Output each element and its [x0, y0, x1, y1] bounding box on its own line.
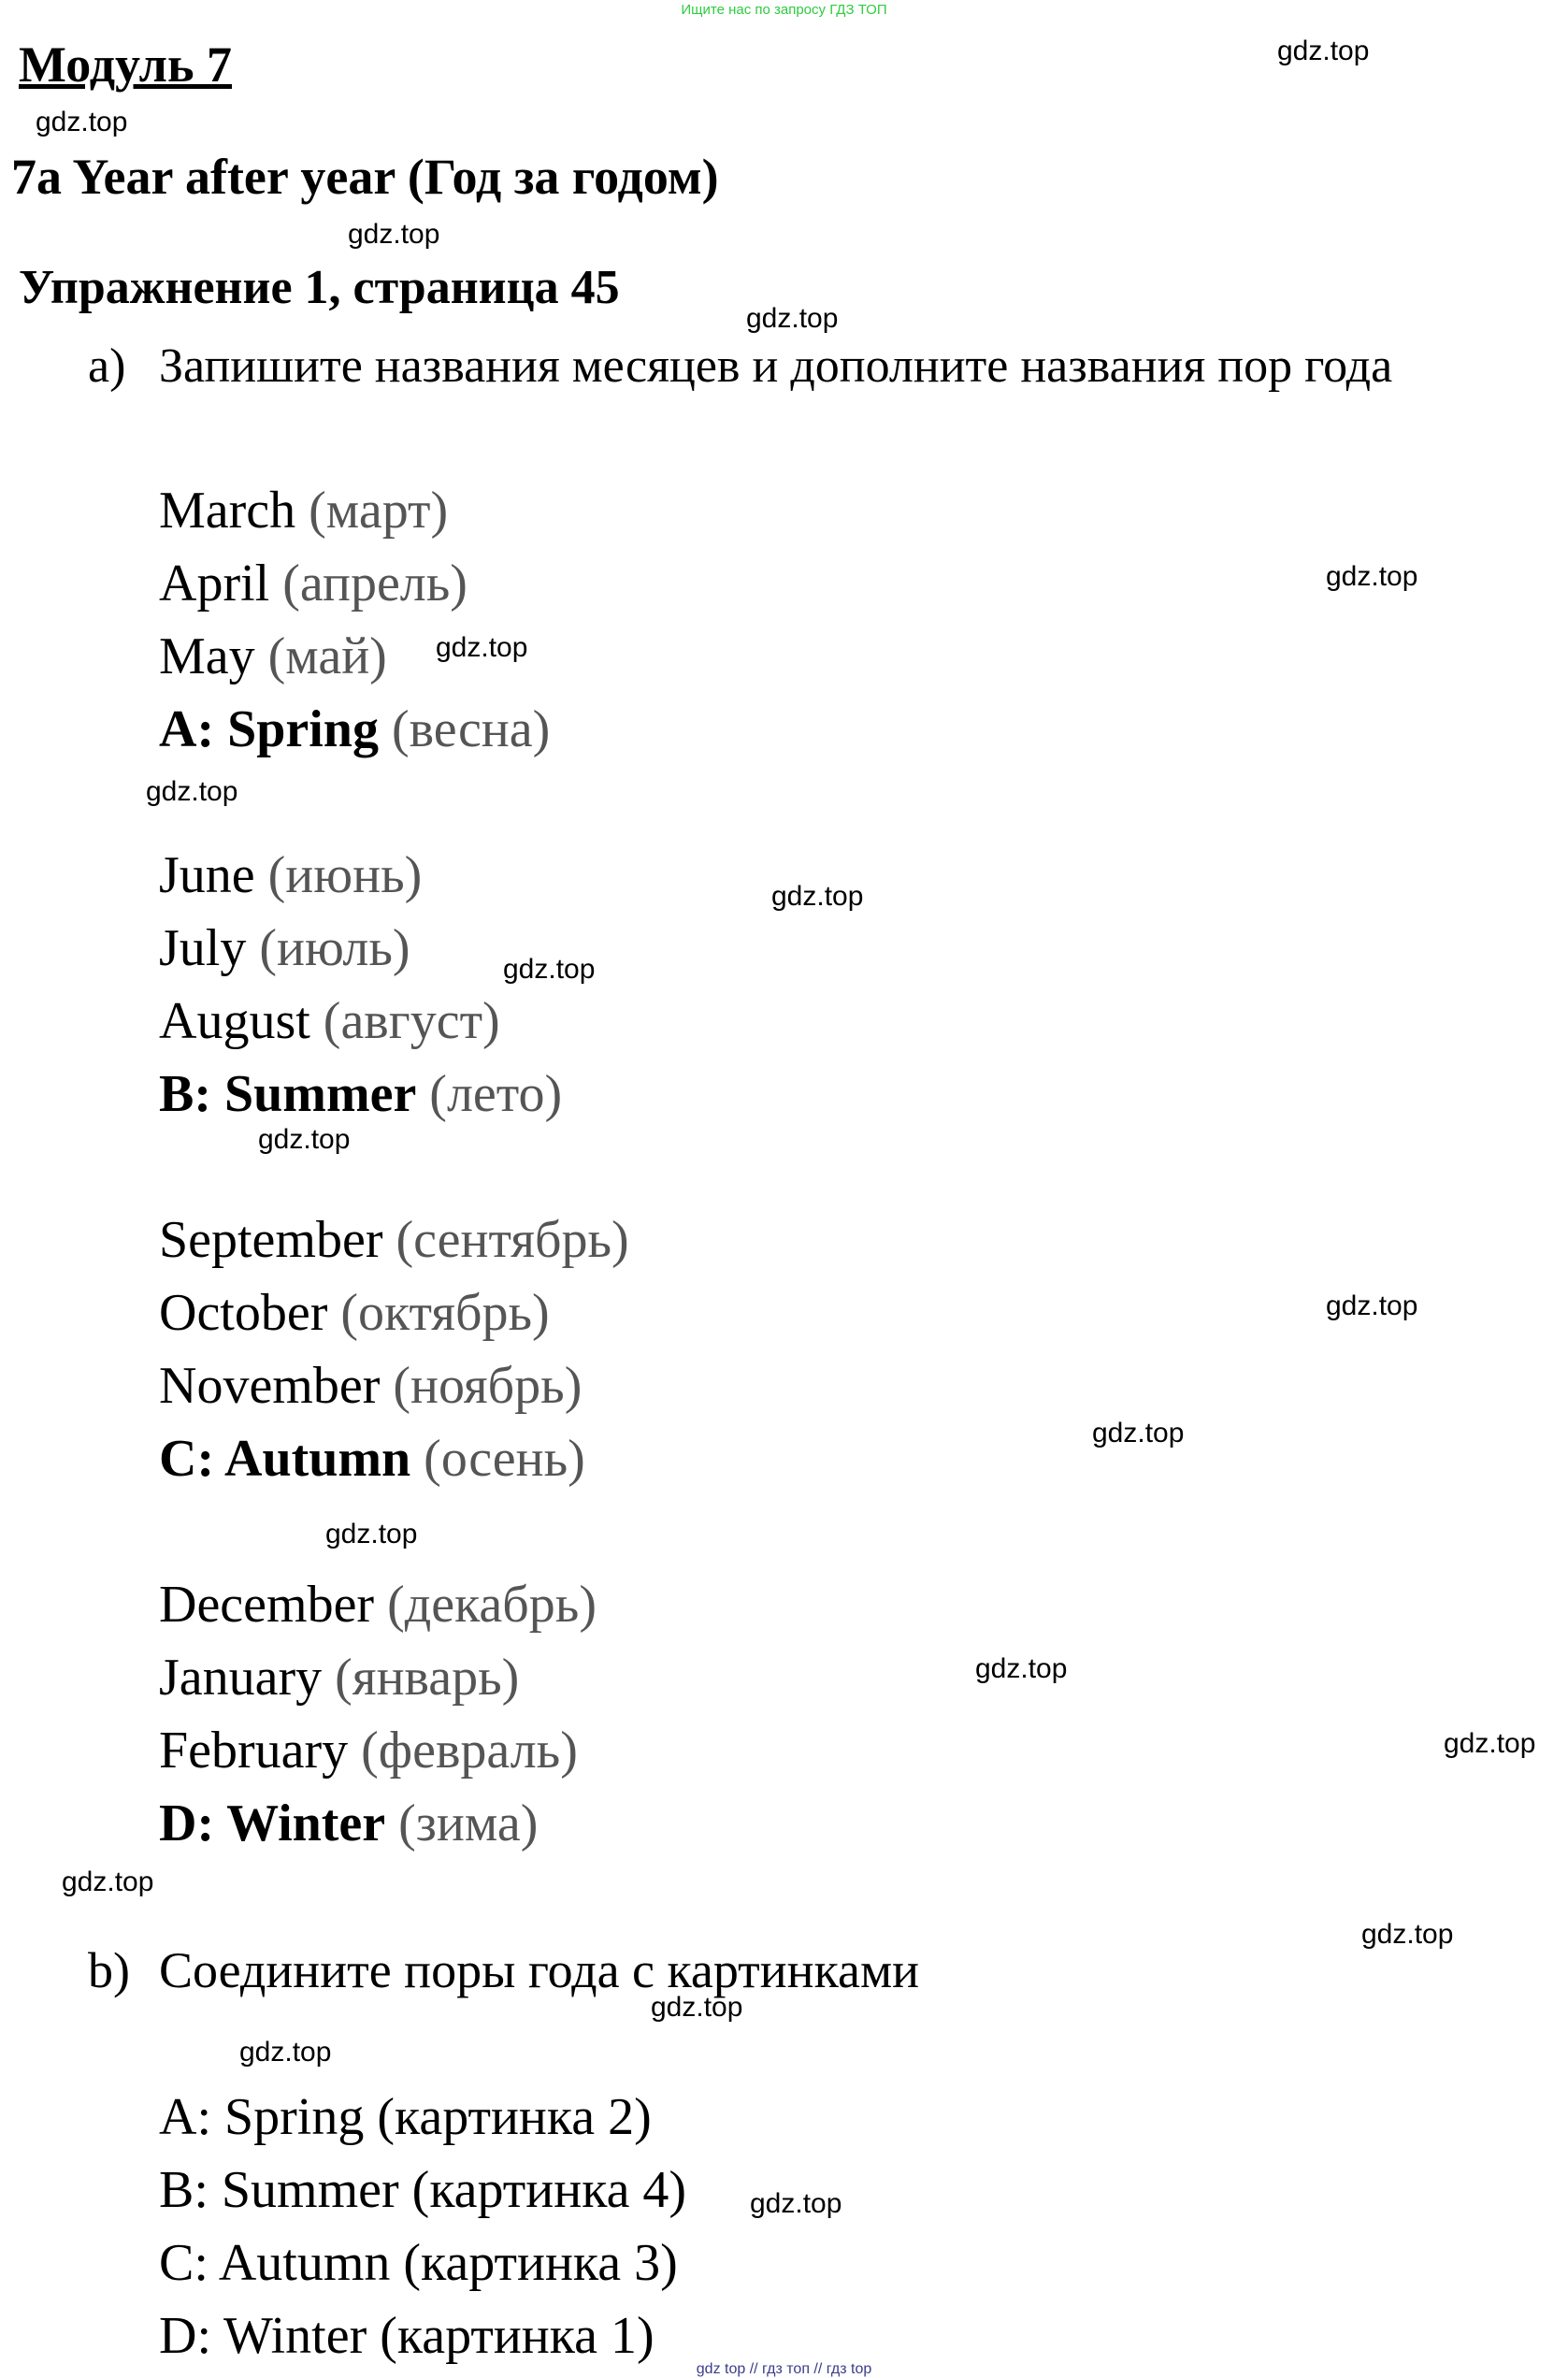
season-en: D: Winter: [159, 1794, 386, 1852]
month-en: December: [159, 1576, 375, 1634]
month-line: [159, 845, 422, 905]
month-ru: (март): [309, 482, 449, 540]
season-en: C: Autumn: [159, 1430, 411, 1488]
month-ru: (апрель): [282, 555, 468, 613]
month-ru: (февраль): [361, 1722, 578, 1780]
month-ru: (сентябрь): [396, 1211, 629, 1269]
month-en: August: [159, 992, 310, 1050]
season-line: [159, 1064, 562, 1124]
watermark: gdz.top: [750, 2188, 842, 2219]
season-line: [159, 699, 550, 759]
season-en: A: Spring: [159, 700, 379, 758]
month-en: November: [159, 1357, 381, 1415]
month-ru: (декабрь): [387, 1576, 597, 1634]
watermark: gdz.top: [62, 1866, 154, 1897]
watermark: gdz.top: [1277, 36, 1370, 66]
watermark: gdz.top: [771, 881, 864, 912]
month-en: September: [159, 1211, 383, 1269]
watermark: gdz.top: [651, 1992, 743, 2023]
month-en: January: [159, 1649, 323, 1707]
month-line: [159, 1575, 597, 1635]
watermark: gdz.top: [1361, 1919, 1454, 1950]
month-line: [159, 1356, 582, 1416]
season-line: [159, 1429, 585, 1489]
season-ru: (весна): [391, 700, 551, 758]
month-ru: (май): [267, 627, 387, 685]
month-en: May: [159, 627, 255, 685]
month-ru: (ноябрь): [393, 1357, 583, 1415]
part-b-marker: b): [88, 1942, 130, 1998]
watermark: gdz.top: [1326, 1290, 1418, 1321]
month-en: April: [159, 555, 270, 613]
month-line: [159, 1210, 629, 1270]
watermark: gdz.top: [258, 1124, 351, 1155]
month-en: February: [159, 1722, 349, 1780]
footer-links: gdz top // гдз топ // гдз top: [696, 2361, 872, 2377]
answer-line: C: Autumn (картинка 3): [159, 2234, 678, 2292]
answer-line: A: Spring (картинка 2): [159, 2088, 652, 2146]
answer-line: D: Winter (картинка 1): [159, 2307, 655, 2365]
month-line: [159, 991, 500, 1051]
watermark: gdz.top: [746, 303, 839, 334]
month-en: July: [159, 919, 247, 977]
exercise-title: Упражнение 1, страница 45: [19, 261, 620, 314]
month-line: [159, 627, 387, 686]
watermark: gdz.top: [436, 632, 528, 663]
month-en: March: [159, 482, 296, 540]
answer-line: B: Summer (картинка 4): [159, 2161, 687, 2219]
watermark: gdz.top: [239, 2037, 332, 2068]
watermark: gdz.top: [1444, 1728, 1536, 1759]
month-line: [159, 1648, 519, 1708]
season-ru: (осень): [424, 1430, 585, 1488]
season-ru: (зима): [398, 1794, 539, 1852]
month-line: [159, 554, 468, 613]
month-ru: (июнь): [267, 846, 423, 904]
season-en: B: Summer: [159, 1065, 417, 1123]
header-note: Ищите нас по запросу ГДЗ ТОП: [681, 2, 887, 18]
month-en: June: [159, 846, 255, 904]
module-title: Модуль 7: [19, 36, 233, 93]
month-ru: (июль): [259, 919, 410, 977]
month-ru: (январь): [335, 1649, 520, 1707]
watermark: gdz.top: [1326, 561, 1418, 592]
part-b-instruction-text: Соедините поры года с картинками: [159, 1942, 920, 1998]
month-ru: (октябрь): [340, 1284, 550, 1342]
season-ru: (лето): [429, 1065, 563, 1123]
watermark: gdz.top: [325, 1519, 418, 1549]
month-line: [159, 1721, 578, 1780]
month-en: October: [159, 1284, 328, 1342]
lesson-title: 7a Year after year (Год за годом): [11, 149, 719, 205]
part-a-marker: a): [88, 339, 126, 393]
month-line: [159, 1283, 550, 1343]
watermark: gdz.top: [975, 1653, 1068, 1684]
watermark: gdz.top: [348, 219, 440, 250]
month-line: [159, 918, 410, 978]
month-ru: (август): [323, 992, 500, 1050]
season-line: [159, 1794, 538, 1853]
watermark: gdz.top: [36, 107, 128, 137]
watermark: gdz.top: [1092, 1418, 1185, 1448]
watermark: gdz.top: [503, 954, 596, 985]
part-a-instruction-text: Запишите названия месяцев и дополните названия пор года: [159, 339, 1393, 393]
watermark: gdz.top: [146, 776, 238, 807]
month-line: [159, 481, 448, 540]
